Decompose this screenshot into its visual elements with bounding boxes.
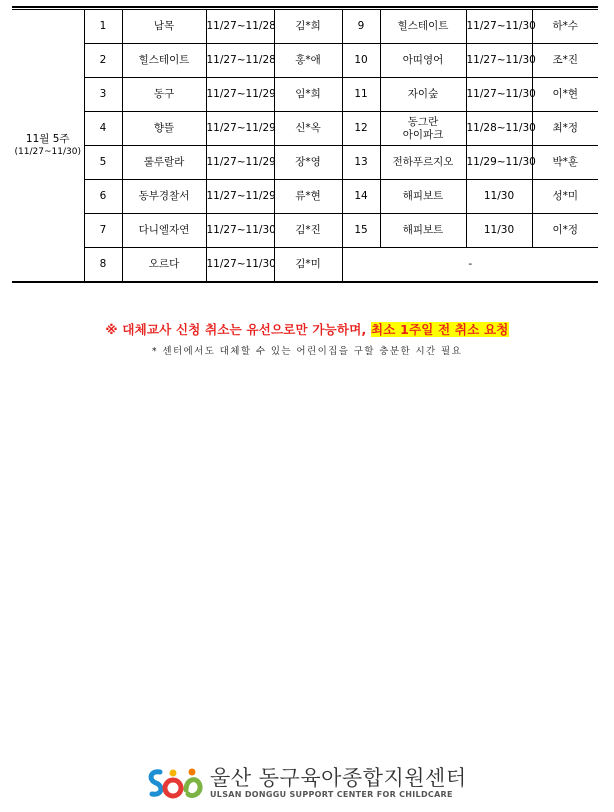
period: 11/27~11/30 [206, 214, 274, 248]
row-number: 8 [84, 248, 122, 283]
center-name-english: ULSAN DONGGU SUPPORT CENTER FOR CHILDCARE [210, 790, 453, 799]
row-number: 9 [342, 10, 380, 44]
week-label: 11월 5주 [25, 132, 70, 145]
row-number: 7 [84, 214, 122, 248]
row-number: 10 [342, 44, 380, 78]
row-number: 12 [342, 112, 380, 146]
table-row [12, 180, 598, 214]
notice-highlight: 최소 1주일 전 취소 요청 [370, 322, 509, 337]
teacher-name: 류*현 [274, 180, 342, 214]
daycare-name: 다니엘자연 [122, 214, 206, 248]
row-number: 14 [342, 180, 380, 214]
daycare-name: 해피보트 [380, 180, 466, 214]
teacher-name: 김*진 [274, 214, 342, 248]
period: 11/29~11/30 [466, 146, 532, 180]
substitute-teacher-table [12, 6, 598, 283]
row-number: 4 [84, 112, 122, 146]
notice-prefix: ※ 대체교사 신청 취소는 유선으로만 가능하며, [105, 322, 371, 337]
table-row [12, 248, 598, 283]
cancellation-notice [0, 320, 614, 357]
table-row [12, 112, 598, 146]
notice-main [0, 320, 614, 338]
period: 11/27~11/29 [206, 78, 274, 112]
row-number: 3 [84, 78, 122, 112]
daycare-name: 해피보트 [380, 214, 466, 248]
row-number: 5 [84, 146, 122, 180]
notice-sub: * 센터에서도 대체할 수 있는 어린이집을 구할 충분한 시간 필요 [151, 346, 463, 357]
table-row [12, 214, 598, 248]
daycare-name: 힐스테이트 [122, 44, 206, 78]
teacher-name: 신*옥 [274, 112, 342, 146]
daycare-name: 오르다 [122, 248, 206, 283]
daycare-name: 향뜰 [122, 112, 206, 146]
daycare-name: 아띠영어 [380, 44, 466, 78]
row-number: 6 [84, 180, 122, 214]
teacher-name: 조*진 [532, 44, 598, 78]
center-name-korean: 울산 동구육아종합지원센터 [210, 766, 467, 790]
teacher-name: 이*현 [532, 78, 598, 112]
row-number: 11 [342, 78, 380, 112]
period: 11/27~11/30 [466, 78, 532, 112]
empty-cell: - [342, 248, 598, 283]
period: 11/27~11/28 [206, 44, 274, 78]
period: 11/27~11/30 [206, 248, 274, 283]
period: 11/27~11/30 [466, 10, 532, 44]
row-number: 1 [84, 10, 122, 44]
teacher-name: 하*수 [532, 10, 598, 44]
daycare-name: 동구 [122, 78, 206, 112]
teacher-name: 홍*애 [274, 44, 342, 78]
teacher-name: 최*정 [532, 112, 598, 146]
period: 11/27~11/29 [206, 180, 274, 214]
daycare-name: 동그란 아이파크 [380, 112, 466, 146]
daycare-name: 남목 [122, 10, 206, 44]
period: 11/27~11/28 [206, 10, 274, 44]
childcare-center-logo-icon [146, 764, 206, 802]
period: 11/30 [466, 214, 532, 248]
teacher-name: 김*희 [274, 10, 342, 44]
schedule-sheet [12, 6, 598, 283]
table-row [12, 78, 598, 112]
period: 11/27~11/30 [466, 44, 532, 78]
footer-brand [146, 760, 466, 804]
teacher-name: 임*희 [274, 78, 342, 112]
row-number: 2 [84, 44, 122, 78]
daycare-name: 자이숲 [380, 78, 466, 112]
week-range: (11/27~11/30) [14, 146, 81, 157]
daycare-name: 힐스테이트 [380, 10, 466, 44]
teacher-name: 이*정 [532, 214, 598, 248]
daycare-name: 룰루랄라 [122, 146, 206, 180]
row-number: 13 [342, 146, 380, 180]
row-number: 15 [342, 214, 380, 248]
table-row [12, 10, 598, 44]
teacher-name: 성*미 [532, 180, 598, 214]
teacher-name: 박*훈 [532, 146, 598, 180]
period: 11/27~11/29 [206, 112, 274, 146]
period: 11/30 [466, 180, 532, 214]
daycare-name: 동부경찰서 [122, 180, 206, 214]
table-row [12, 146, 598, 180]
teacher-name: 김*미 [274, 248, 342, 283]
daycare-name: 전하푸르지오 [380, 146, 466, 180]
teacher-name: 장*영 [274, 146, 342, 180]
period: 11/27~11/29 [206, 146, 274, 180]
period: 11/28~11/30 [466, 112, 532, 146]
week-label-cell [12, 10, 84, 283]
table-row [12, 44, 598, 78]
